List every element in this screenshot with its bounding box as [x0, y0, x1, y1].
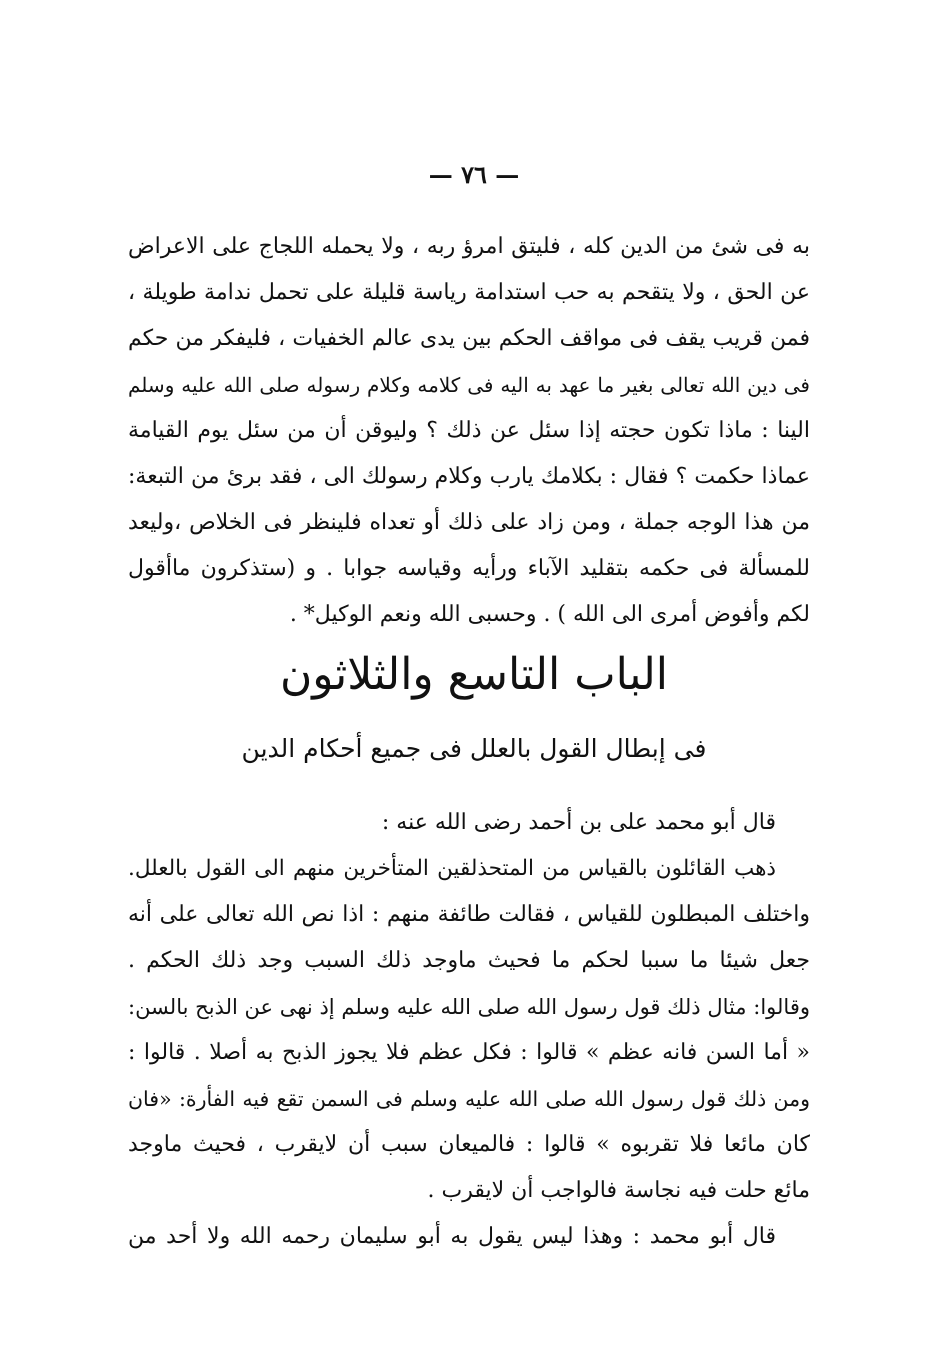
text-line: قال أبو محمد على بن أحمد رضى الله عنه : [381, 810, 776, 835]
text-line: ذهب القائلون بالقياس من المتحذلقين المتأخرين منهم الى القول بالعلل. [128, 856, 776, 881]
text-line: فى دين الله تعالى بغير ما عهد به اليه فى كلامه وكلام رسوله صلى الله عليه وسلم [128, 373, 810, 397]
page-number: — ٧٦ — [428, 160, 520, 189]
text-line: عماذا حكمت ؟ فقال : بكلامك يارب وكلام رسولك الى ، فقد برئ من التبعة: [128, 464, 810, 489]
text-line: جعل شيئا ما سببا لحكم ما فحيث ماوجد ذلك السبب وجد ذلك الحكم . [128, 948, 810, 973]
text-line: به فى شئ من الدين كله ، فليتق امرؤ ربه ، ولا يحمله اللجاج على الاعراض [128, 234, 810, 259]
bottom-paragraph [128, 800, 810, 1260]
text-line: ومن ذلك قول رسول الله صلى الله عليه وسلم فى السمن تقع فيه الفأرة: «فان [128, 1087, 810, 1111]
text-line: من هذا الوجه جملة ، ومن زاد على ذلك أو تعداه فلينظر فى الخلاص ،وليعد [128, 510, 810, 535]
text-line: الينا : ماذا تكون حجته إذا سئل عن ذلك ؟ وليوقن أن من سئل يوم القيامة [128, 418, 810, 443]
chapter-title: الباب التاسع والثلاثون [279, 649, 668, 700]
text-line: كان مائعا فلا تقربوه » قالوا : فالميعان سبب أن لايقرب ، فحيث ماوجد [128, 1132, 810, 1157]
text-line: « أما السن فانه عظم » قالوا : فكل عظم فلا يجوز الذبح به أصلا . قالوا : [128, 1040, 810, 1065]
chapter-subtitle: فى إبطال القول بالعلل فى جميع أحكام الدين [241, 734, 707, 763]
text-line: فمن قريب يقف فى مواقف الحكم بين يدى عالم الخفيات ، فليفكر من حكم [128, 326, 810, 351]
text-line: لكم وأفوض أمرى الى الله ) . وحسبى الله ونعم الوكيل* . [289, 602, 810, 627]
text-line: واختلف المبطلون للقياس ، فقالت طائفة منهم : اذا نص الله تعالى على أنه [128, 902, 810, 927]
text-line: مائع حلت فيه نجاسة فالواجب أن لايقرب . [427, 1178, 810, 1203]
text-line: عن الحق ، ولا يتقحم به حب استدامة رياسة قليلة على تحمل ندامة طويلة ، [128, 280, 810, 305]
text-line: للمسألة فى حكمه بتقليد الآباء ورأيه وقياسه جوابا . و (ستذكرون ماأقول [128, 556, 810, 581]
text-line: وقالوا: مثال ذلك قول رسول الله صلى الله عليه وسلم إذ نهى عن الذبح بالسن: [128, 995, 810, 1019]
text-line: قال أبو محمد : وهذا ليس يقول به أبو سليمان رحمه الله ولا أحد من [128, 1224, 776, 1249]
top-paragraph [128, 224, 810, 638]
